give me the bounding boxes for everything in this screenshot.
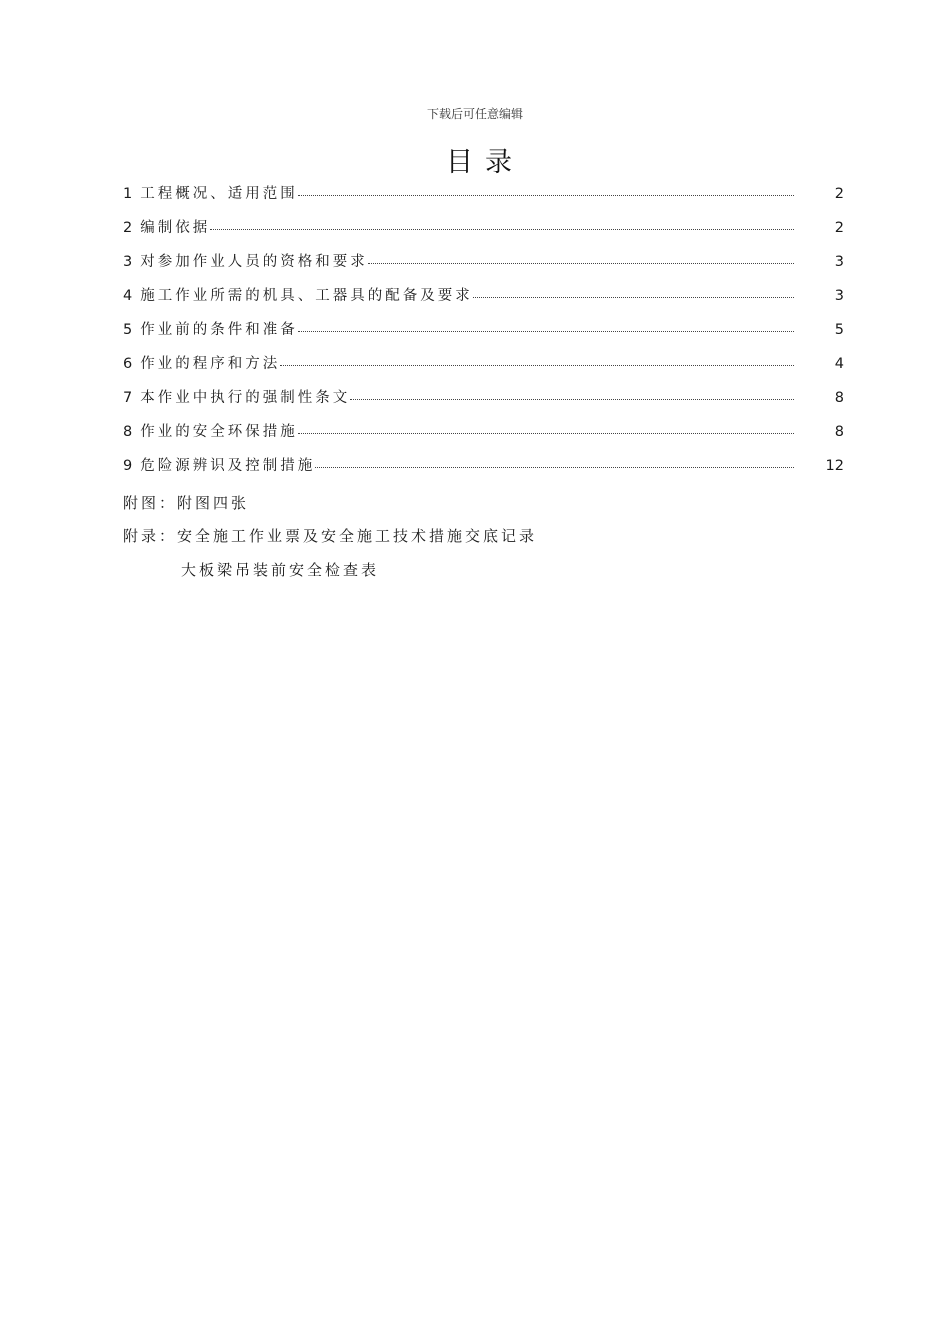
toc-entry-title: 作业前的条件和准备 — [140, 322, 298, 338]
toc-leader-dots — [315, 466, 794, 468]
toc-leader-dots — [210, 228, 794, 230]
toc-entry-page: 8 — [834, 390, 844, 406]
toc-entry[interactable] — [123, 352, 850, 386]
toc-leader-dots — [473, 296, 794, 298]
toc-entry-number: 6 — [123, 356, 133, 372]
toc-leader-dots — [368, 262, 794, 264]
toc-entry-title: 工程概况、适用范围 — [140, 186, 298, 202]
attachment-figure-line — [123, 491, 249, 515]
toc-entry-page: 12 — [825, 458, 844, 474]
attachment-figure-text: 附图四张 — [177, 494, 250, 512]
appendix-item: 安全施工作业票及安全施工技术措施交底记录 — [177, 527, 538, 545]
toc-entry-page: 4 — [834, 356, 844, 372]
header-note: 下载后可任意编辑 — [426, 107, 523, 121]
toc-entry-page: 8 — [834, 424, 844, 440]
toc-entry-title: 本作业中执行的强制性条文 — [140, 390, 351, 406]
toc-entry[interactable] — [123, 182, 850, 216]
appendix-line — [181, 558, 379, 582]
toc-entry-page: 3 — [834, 288, 844, 304]
page-title: 目录 — [446, 147, 524, 178]
toc-entry-title: 危险源辨识及控制措施 — [140, 458, 316, 474]
toc-entry-title: 作业的安全环保措施 — [140, 424, 298, 440]
toc-entry-number: 2 — [123, 220, 133, 236]
toc-entry[interactable] — [123, 454, 850, 488]
toc-leader-dots — [298, 330, 794, 332]
toc-entry-number: 7 — [123, 390, 133, 406]
toc-leader-dots — [298, 194, 794, 196]
toc-entry-title: 编制依据 — [140, 220, 211, 236]
toc-entry[interactable] — [123, 318, 850, 352]
toc-entry-page: 3 — [834, 254, 844, 270]
toc-entry-page: 5 — [834, 322, 844, 338]
toc-entry-number: 9 — [123, 458, 133, 474]
toc-entry-title: 对参加作业人员的资格和要求 — [140, 254, 368, 270]
toc-entry-page: 2 — [834, 186, 844, 202]
toc-entry[interactable] — [123, 250, 850, 284]
toc-leader-dots — [298, 432, 794, 434]
toc-entry-title: 作业的程序和方法 — [140, 356, 281, 372]
toc-entry-number: 4 — [123, 288, 133, 304]
appendix-item: 大板梁吊装前安全检查表 — [181, 561, 380, 579]
toc-entry-number: 8 — [123, 424, 133, 440]
toc-entry-page: 2 — [834, 220, 844, 236]
toc-entry[interactable] — [123, 284, 850, 318]
table-of-contents — [123, 182, 850, 488]
toc-entry-number: 3 — [123, 254, 133, 270]
toc-entry[interactable] — [123, 216, 850, 250]
appendix-line — [123, 524, 537, 548]
toc-leader-dots — [280, 364, 794, 366]
appendix-label: 附录： — [123, 527, 178, 545]
toc-entry-number: 5 — [123, 322, 133, 338]
toc-leader-dots — [350, 398, 794, 400]
toc-entry-number: 1 — [123, 186, 133, 202]
toc-entry[interactable] — [123, 420, 850, 454]
toc-entry[interactable] — [123, 386, 850, 420]
toc-entry-title: 施工作业所需的机具、工器具的配备及要求 — [140, 288, 473, 304]
attachment-figure-label: 附图： — [123, 494, 178, 512]
